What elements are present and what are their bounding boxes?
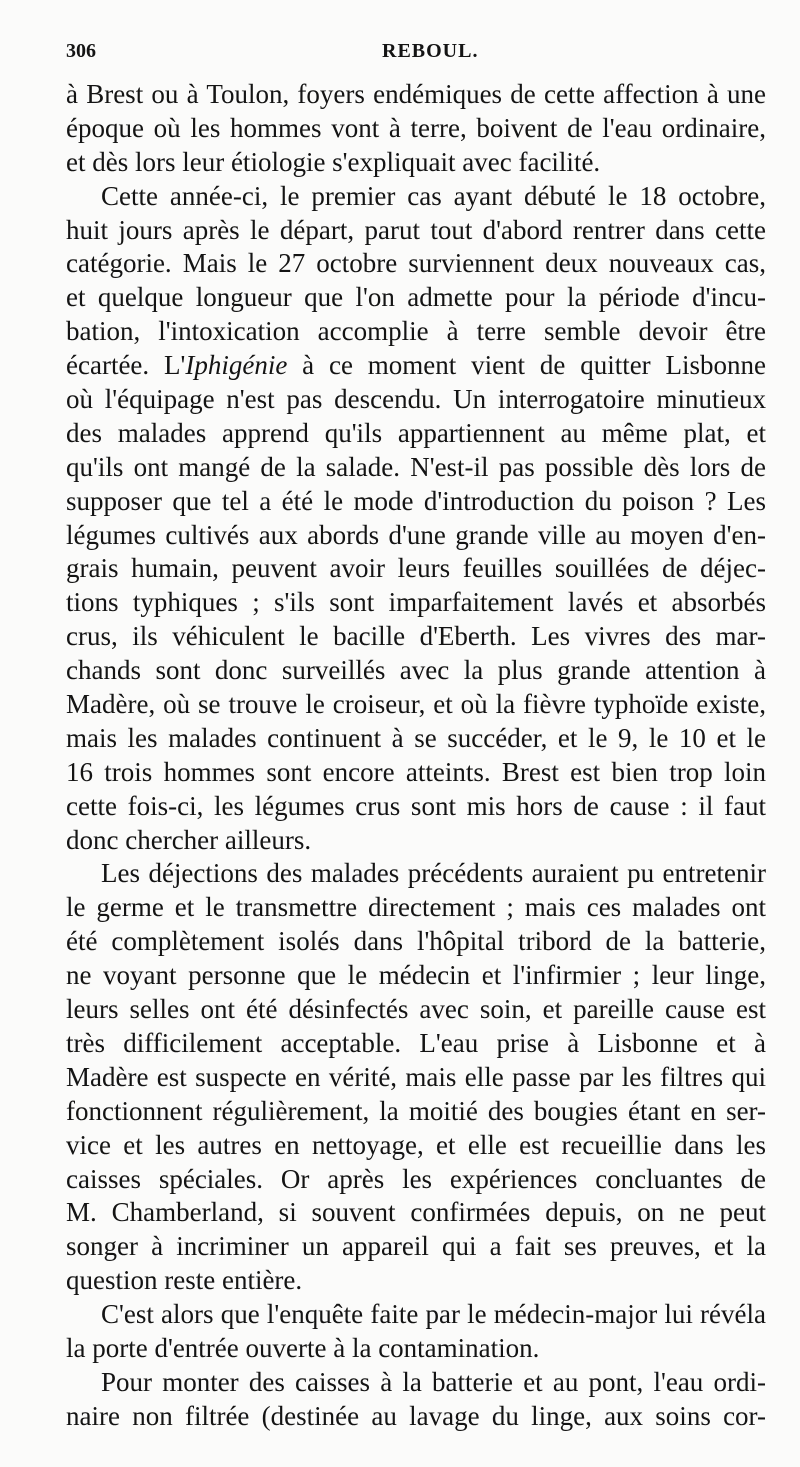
text-line: songer à incriminer un appareil qui a fait ses preuves, et la (66, 1231, 766, 1262)
text-line: qu'ils ont mangé de la salade. N'est-il pas possible dès lors de (66, 451, 766, 482)
text-line: 16 trois hommes sont encore atteints. Brest est bien trop loin (66, 756, 766, 787)
text-line: bation, l'intoxication accomplie à terre semble devoir être (66, 316, 766, 347)
text-line: cette fois-ci, les légumes crus sont mis hors de cause : il faut (66, 790, 766, 821)
text-line: légumes cultivés aux abords d'une grande ville au moyen d'en- (66, 519, 766, 550)
line-rest: à ce moment vient de quitter Lisbonne (287, 350, 766, 381)
text-line: où l'équipage n'est pas descendu. Un interrogatoire minutieux (66, 384, 766, 415)
text-line: Cette année-ci, le premier cas ayant débuté le 18 octobre, (101, 180, 766, 211)
text-line: fonctionnent régulièrement, la moitié des bougies étant en ser- (66, 1095, 766, 1126)
text-line: chands sont donc surveillés avec la plus grande attention à (66, 655, 766, 686)
text-line: à Brest ou à Toulon, foyers endémiques de cette affection à une (66, 79, 766, 109)
text-line: M. Chamberland, si souvent confirmées depuis, on ne peut (66, 1197, 766, 1228)
text-line: Madère est suspecte en vérité, mais elle passe par les filtres qui (66, 1061, 766, 1092)
line-start: écartée. (66, 350, 150, 381)
text-line: crus, ils véhiculent le bacille d'Eberth. Les vivres des mar- (66, 621, 766, 652)
text-line: et quelque longueur que l'on admette pour la période d'incu- (66, 282, 766, 313)
text-line: naire non filtrée (destinée au lavage du linge, aux soins cor- (66, 1400, 766, 1431)
text-line: le germe et le transmettre directement ; mais ces malades ont (66, 892, 766, 923)
text-line-with-ship-name (66, 349, 766, 383)
text-line: la porte d'entrée ouverte à la contamination. (66, 1332, 540, 1363)
text-line: mais les malades continuent à se succéder, et le 9, le 10 et le (66, 722, 766, 753)
text-line: donc chercher ailleurs. (66, 824, 312, 855)
text-line: question reste entière. (66, 1265, 303, 1296)
text-line: Pour monter des caisses à la batterie et au pont, l'eau ordi- (101, 1366, 766, 1397)
text-line: huit jours après le départ, parut tout d'abord rentrer dans cette (66, 214, 766, 245)
page-header (66, 40, 766, 70)
text-line: caisses spéciales. Or après les expériences concluantes de (66, 1163, 766, 1194)
ship-article: L' (164, 350, 186, 381)
body-text (66, 78, 766, 1434)
text-line: leurs selles ont été désinfectés avec soin, et pareille cause est (66, 994, 766, 1025)
text-line: Les déjections des malades précédents auraient pu entretenir (101, 858, 766, 889)
text-line: C'est alors que l'enquête faite par le médecin-major lui révéla (101, 1299, 766, 1330)
text-line: grais humain, peuvent avoir leurs feuilles souillées de déjec- (66, 553, 766, 584)
text-line: ne voyant personne que le médecin et l'infirmier ; leur linge, (66, 960, 766, 991)
text-line: très difficilement acceptable. L'eau prise à Lisbonne et à (66, 1027, 766, 1058)
text-line: supposer que tel a été le mode d'introduction du poison ? Les (66, 485, 766, 516)
text-line: été complètement isolés dans l'hôpital tribord de la batterie, (66, 926, 766, 957)
ship-name: Iphigénie (185, 350, 288, 381)
text-line: et dès lors leur étiologie s'expliquait avec facilité. (66, 146, 601, 177)
page-number: 306 (66, 40, 96, 62)
running-head: REBOUL. (382, 40, 479, 62)
text-line: catégorie. Mais le 27 octobre surviennent deux nouveaux cas, (66, 248, 766, 279)
text-line: vice et les autres en nettoyage, et elle est recueillie dans les (66, 1129, 766, 1160)
text-line: Madère, où se trouve le croiseur, et où la fièvre typhoïde existe, (66, 689, 766, 720)
text-line: tions typhiques ; s'ils sont imparfaitement lavés et absorbés (66, 587, 766, 618)
text-line: époque où les hommes vont à terre, boivent de l'eau ordinaire, (66, 112, 766, 143)
text-line: des malades apprend qu'ils appartiennent au même plat, et (66, 417, 766, 448)
